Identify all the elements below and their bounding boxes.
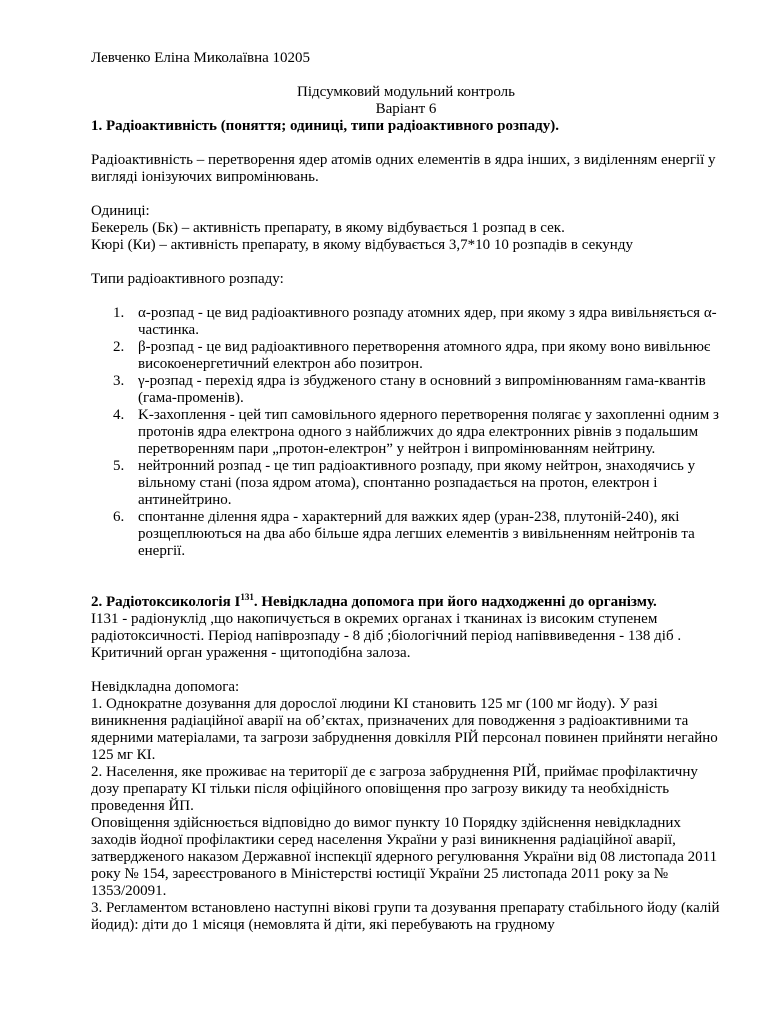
list-item — [91, 458, 721, 509]
list-number: 2. — [113, 339, 125, 355]
list-number: 1. — [113, 305, 125, 321]
student-line: Левченко Еліна Миколаївна 10205 — [91, 50, 311, 66]
list-number: 5. — [113, 458, 125, 474]
document-body — [91, 50, 721, 934]
help-paragraph-notification: Оповіщення здійснюється відповідно до вимог пункту 10 Порядку здійснення невідкладних заходів йодної профілактики серед населення України у разі виникнення радіаційної аварії, затвердженого наказом Державної інспекції ядерного регулювання України від 08 листопада 2011 року № 154, зареєстрованого в Міністерстві юстиції України 25 листопада 2011 року за № 1353/20091. — [91, 815, 718, 899]
decay-types-list — [91, 305, 721, 560]
doc-title: Підсумковий модульний контроль — [297, 84, 515, 100]
list-text: α-розпад - це вид радіоактивного розпаду атомних ядер, при якому з ядра вивільняється α-частинка. — [138, 305, 717, 338]
list-item — [91, 339, 721, 373]
list-item — [91, 509, 721, 560]
isotope-superscript: 131 — [240, 592, 254, 602]
radioactivity-definition: Радіоактивність – перетворення ядер атомів одних елементів в ядра інших, з виділенням енергії у вигляді іонізуючих випромінювань. — [91, 152, 716, 185]
help-paragraph-1: 1. Однократне дозування для дорослої людини КІ становить 125 мг (100 мг йоду). У разі виникнення радіаційної аварії на об’єктах, призначених для поводження з радіоактивними та ядерними матеріалами, та загрози забруднення довкілля РІЙ персонал повинен прийняти негайно 125 мг КІ. — [91, 696, 718, 763]
decay-types-label: Типи радіоактивного розпаду: — [91, 271, 284, 287]
list-number: 4. — [113, 407, 125, 423]
list-text: β-розпад - це вид радіоактивного перетворення атомного ядра, при якому воно вивільнює високоенергетичний електрон або позитрон. — [138, 339, 711, 372]
list-item — [91, 305, 721, 339]
list-text: спонтанне ділення ядра - характерний для важких ядер (уран-238, плутоній-240), які розщеплюються на два або більше ядра легших елементів з вивільненням нейтронів та енергії. — [138, 509, 695, 559]
unit-becquerel: Бекерель (Бк) – активність препарату, в якому відбувається 1 розпад в сек. — [91, 220, 565, 236]
variant-title: Варіант 6 — [375, 101, 437, 117]
list-text: K-захоплення - цей тип самовільного ядерного перетворення полягає у захопленні одним з протонів ядра електрона одного з найближчих до ядра електронних рівнів з подальшим перетворенням пари „протон-електрон” у нейтрон і випромінюванням нейтрину. — [138, 407, 719, 457]
list-number: 3. — [113, 373, 125, 389]
list-item — [91, 373, 721, 407]
list-number: 6. — [113, 509, 125, 525]
list-text: нейтронний розпад - це тип радіоактивного розпаду, при якому нейтрон, знаходячись у вільному стані (поза ядром атома), спонтанно розпадається на протон, електрон і антинейтрино. — [138, 458, 696, 508]
iodine-intro: I131 - радіонуклід ,що накопичується в окремих органах і тканинах із високим ступенем радіотоксичності. Період напіврозпаду - 8 діб ;біологічний період напіввиведення - 138 діб . Критичний орган ураження - щитоподібна залоза. — [91, 611, 682, 661]
unit-curie: Кюрі (Ки) – активність препарату, в якому відбувається 3,7*10 10 розпадів в секунду — [91, 237, 633, 253]
units-label: Одиниці: — [91, 203, 150, 219]
section1-heading: 1. Радіоактивність (поняття; одиниці, типи радіоактивного розпаду). — [91, 118, 559, 134]
help-paragraph-3: 3. Регламентом встановлено наступні вікові групи та дозування препарату стабільного йоду (калій йодид): діти до 1 місяця (немовлята й діти, які перебувають на грудному — [91, 900, 720, 933]
help-paragraph-2: 2. Населення, яке проживає на території де є загроза забруднення РІЙ, приймає профілактичну дозу препарату КІ тільки після офіційного оповіщення про загрозу викиду та необхідність проведення ЙП. — [91, 764, 698, 814]
list-item — [91, 407, 721, 458]
list-text: γ-розпад - перехід ядра із збудженого стану в основний з випромінюванням гама-квантів (гама-променів). — [138, 373, 706, 406]
section2-heading: 2. Радіотоксикологія $I^{131}$. Невідкладна допомога при його надходженні до організму. — [91, 592, 657, 610]
emergency-help-label: Невідкладна допомога: — [91, 679, 240, 695]
